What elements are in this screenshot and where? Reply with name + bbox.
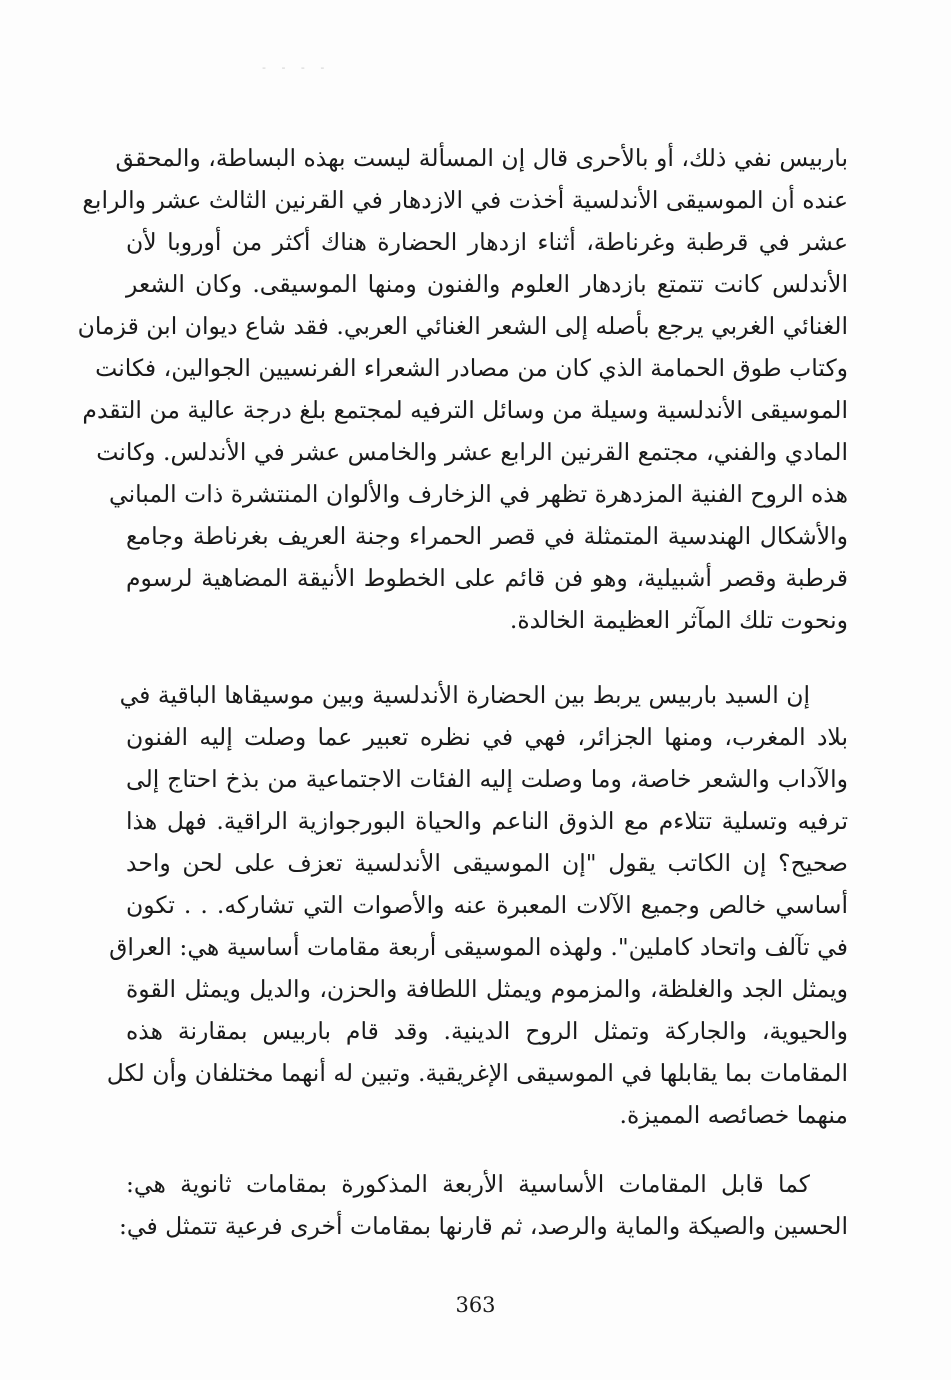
text-line: هذه الروح الفنية المزدهرة تظهر في الزخارف والألوان المنتشرة ذات المباني	[109, 480, 848, 508]
text-line: ونحوت تلك المآثر العظيمة الخالدة.	[509, 606, 848, 634]
paragraph-3	[118, 1163, 848, 1247]
text-line: الحسين والصيكة والماية والرصد، ثم قارنها بمقامات أخرى فرعية تتمثل في:	[118, 1212, 848, 1240]
text-line: عنده أن الموسيقى الأندلسية أخذت في الازدهار في القرنين الثالث عشر والرابع	[82, 186, 848, 214]
text-line: في تآلف واتحاد كاملين". ولهذه الموسيقى أربعة مقامات أساسية هي: العراق	[109, 933, 848, 961]
text-line: منهما خصائصه المميزة.	[619, 1101, 848, 1129]
page-number: 363	[455, 1293, 496, 1317]
text-line: الموسيقى الأندلسية وسيلة من وسائل الترفيه لمجتمع بلغ درجة عالية من التقدم	[82, 396, 848, 424]
text-line: المقامات بما يقابلها في الموسيقى الإغريقية. وتبين له أنهما مختلفان وأن لكل	[106, 1059, 848, 1087]
text-line: صحيح؟ إن الكاتب يقول "إن الموسيقى الأندلسية تعزف على لحن واحد	[126, 849, 848, 877]
paragraph-1	[77, 137, 848, 641]
text-line: قرطبة وقصر أشبيلية، وهو فن قائم على الخطوط الأنيقة المضاهية لرسوم	[126, 564, 848, 592]
text-line: ترفيه وتسلية تتلاءم مع الذوق الناعم والحياة البورجوازية الراقية. فهل هذا	[126, 807, 848, 835]
scan-smudge: - - - -	[262, 61, 331, 74]
text-line: عشر في قرطبة وغرناطة، أثناء ازدهار الحضارة هناك أكثر من أوروبا لأن	[126, 228, 848, 256]
text-line: أساسي خالص وجميع الآلات المعبرة عنه والأصوات التي تشاركه. . . تكون	[126, 891, 848, 919]
text-line: باربيس نفي ذلك، أو بالأحرى قال إن المسألة ليست بهذه البساطة، والمحقق	[115, 144, 848, 172]
text-line: وكتاب طوق الحمامة الذي كان من مصادر الشعراء الفرنسيين الجوالين، فكانت	[95, 354, 848, 382]
text-line: إن السيد باربيس يربط بين الحضارة الأندلسية وبين موسيقاها الباقية في	[119, 681, 810, 709]
text-line: كما قابل المقامات الأساسية الأربعة المذكورة بمقامات ثانوية هي:	[126, 1170, 810, 1198]
text-line: والحيوية، والجاركة وتمثل الروح الدينية. وقد قام باربيس بمقارنة هذه	[126, 1017, 848, 1045]
text-line: الغنائي الغربي يرجع بأصله إلى الشعر الغنائي العربي. فقد شاع ديوان ابن قزمان	[77, 312, 848, 340]
text-line: ويمثل الجد والغلظة، والمزموم ويمثل اللطافة والحزن، والديل ويمثل القوة	[126, 975, 848, 1003]
text-line: والأشكال الهندسية المتمثلة في قصر الحمراء وجنة العريف بغرناطة وجامع	[126, 522, 848, 550]
text-line: الأندلس كانت تتمتع بازدهار العلوم والفنون ومنها الموسيقى. وكان الشعر	[126, 270, 848, 298]
text-line: والآداب والشعر خاصة، وما وصلت إليه الفئات الاجتماعية من بذخ احتاج إلى	[126, 765, 848, 793]
paragraph-2	[106, 674, 848, 1136]
text-line: بلاد المغرب، ومنها الجزائر، فهي في نظره تعبير عما وصلت إليه الفنون	[126, 723, 848, 751]
text-line: المادي والفني، مجتمع القرنين الرابع عشر والخامس عشر في الأندلس. وكانت	[96, 438, 848, 466]
